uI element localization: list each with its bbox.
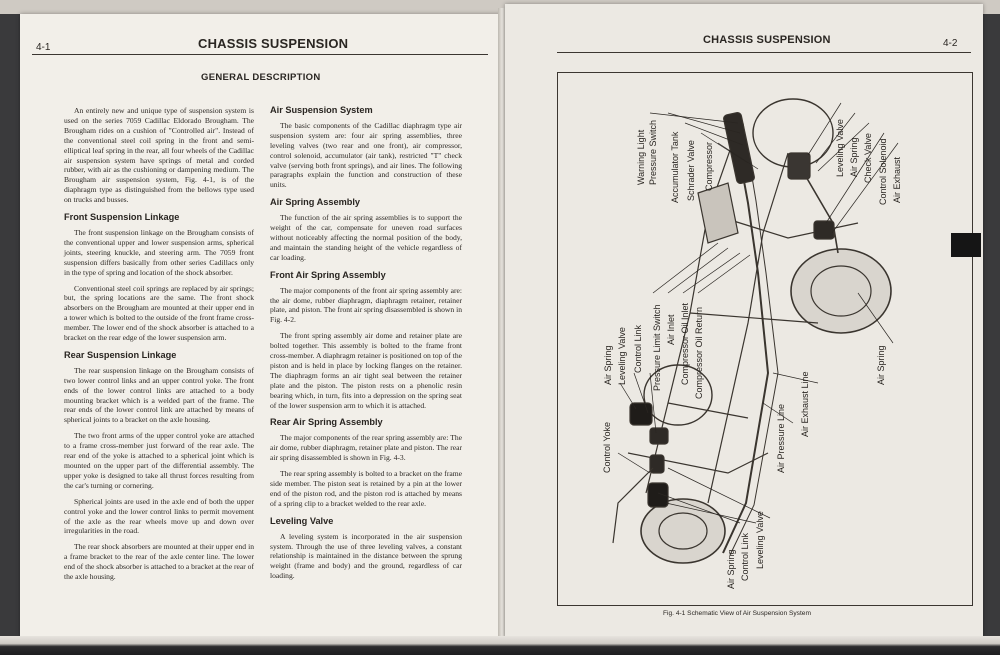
left-page bbox=[20, 14, 502, 638]
label-air-exhaust: Air Exhaust bbox=[892, 156, 902, 203]
paragraph: The two front arms of the upper control yoke are attached to a frame cross-member just forward of the rear axle. The rear end of the yoke is attached to a spherical joint which is mounted on the upper part of the differential assembly. The upper yoke is designed to take all thrust forces resulting from the car's turning or cornering. bbox=[64, 431, 254, 490]
paragraph: The major components of the front air spring assembly are: the air dome, rubber diaphragm, diaphragm retainer, retainer plate, and piston. The front air spring disassembled is shown in Fig. 4-2. bbox=[270, 285, 462, 325]
paragraph: The major components of the rear spring assembly are: The air dome, rubber diaphragm, retainer plate and piston. The rear air spring disassembled is shown in Fig. 4-3. bbox=[270, 433, 462, 463]
heading-rear-suspension: Rear Suspension Linkage bbox=[64, 349, 177, 360]
text-column-2 bbox=[270, 106, 462, 587]
header-rule-right bbox=[557, 52, 971, 53]
right-page bbox=[505, 4, 983, 638]
label-compressor-oil-return: Compressor Oil Return bbox=[694, 306, 704, 399]
page-number-left: 4-1 bbox=[36, 42, 51, 53]
label-warning-light: Warning Light bbox=[636, 129, 646, 185]
label-control-solenoid: Control Solenoid bbox=[878, 138, 888, 205]
label-schrader-valve: Schrader Valve bbox=[686, 140, 696, 201]
label-check-valve: Check Valve bbox=[863, 133, 873, 183]
figure-frame bbox=[557, 72, 973, 606]
paragraph: The rear suspension linkage on the Brougham consists of two lower control links and an upper control yoke. The front ends of the lower control links are attached to a body mounting bracket which is a welded part of the frame. The rear ends of the lower control link are attached by means of spherical joints to a bracket on the axle housing. bbox=[64, 365, 254, 425]
label-leveling-valve-left: Leveling Valve bbox=[617, 327, 627, 385]
label-control-link-left: Control Link bbox=[633, 324, 643, 373]
section-tab-marker bbox=[951, 233, 981, 257]
label-air-spring-top: Air Spring bbox=[849, 137, 859, 177]
label-air-inlet: Air Inlet bbox=[666, 314, 676, 345]
label-pressure-switch: Pressure Switch bbox=[648, 119, 658, 185]
paragraph: Spherical joints are used in the axle end of both the upper control yoke and the lower control links to permit movement of the axle as the rear wheels move up and down over irregularities in the road. bbox=[64, 496, 254, 536]
label-air-pressure-line: Air Pressure Line bbox=[776, 403, 786, 473]
paragraph: The function of the air spring assemblies is to support the weight of the car, compensate for uneven road surfaces without noticeably affecting the normal position of the body, and maintain the standing height of the vehicle regardless of car loading. bbox=[270, 213, 462, 262]
label-leveling-valve-top: Leveling Valve bbox=[835, 119, 845, 177]
label-air-spring-right: Air Spring bbox=[876, 345, 886, 385]
label-control-link-bottom: Control Link bbox=[740, 532, 750, 581]
paragraph: The front suspension linkage on the Brougham consists of the conventional upper and lower suspension arms, spherical joints, steering knuckle, and steering arm. The 7059 front suspension differs basically from other series Cadillacs only in the type of spring and location of the shock absorber. bbox=[64, 227, 254, 277]
label-control-yoke: Control Yoke bbox=[602, 421, 612, 473]
air-suspension-schematic bbox=[558, 73, 972, 605]
section-title: GENERAL DESCRIPTION bbox=[201, 72, 321, 83]
text-column-1 bbox=[64, 106, 254, 588]
figure-caption: Fig. 4-1 Schematic View of Air Suspension System bbox=[663, 610, 811, 617]
heading-air-spring: Air Spring Assembly bbox=[270, 197, 361, 208]
chapter-header-right: CHASSIS SUSPENSION bbox=[703, 34, 831, 46]
label-leveling-valve-bottom: Leveling Valve bbox=[755, 511, 765, 569]
label-pressure-limit-switch: Pressure Limit Switch bbox=[652, 304, 662, 391]
chapter-header-left: CHASSIS SUSPENSION bbox=[198, 36, 349, 51]
desk-edge bbox=[0, 636, 1000, 655]
intro-paragraph: An entirely new and unique type of suspension system is used on the series 7059 Cadillac Eldorado Brougham. The Brougham rides on a cushion of "Controlled air". Instead of the conventional steel coil spring in the front and semi-elliptical leaf spring in the rear, all four wheels of the Cadillac air suspension system have springs of metal and corded rubber, with air as the cushioning or dampening medium. The Brougham air suspension system, Fig. 4-1, is of the diaphragm type as distinguished from the bellows type used on trucks and busses. bbox=[64, 106, 254, 205]
label-air-exhaust-line: Air Exhaust Line bbox=[800, 371, 810, 437]
paragraph: The front spring assembly air dome and retainer plate are bolted together. This assembly is bolted to the frame front cross-member. A diaphragm retainer is positioned on top of the piston and is held in place by locking flanges on the retainer. The diaphragm forms an air tight seal between the retainer plate and the piston. The piston rests on a phenolic resin bearing which, in turn, fits into a depression on the spring seat of the lower suspension arm to which it is attached. bbox=[270, 331, 462, 410]
paragraph: A leveling system is incorporated in the air suspension system. Through the use of three leveling valves, a constant relationship is maintained in the distance between the sprung weight (frame and body) and the ground, regardless of car loading. bbox=[270, 531, 462, 581]
paragraph: The basic components of the Cadillac diaphragm type air suspension system are: four air spring assemblies, three leveling valves (two rear and one front), air compressor, control solenoid, accumulator (air tank), restricted "T" check valve (serving both front springs), and air lines. The following paragraphs explain the function and construction of these units. bbox=[270, 120, 462, 190]
paragraph: The rear spring assembly is bolted to a bracket on the frame side member. The piston seat is retained by a pin at the lower end of the piston rod, and the piston rod is attached by means of a spring clip to a bracket welded to the rear axle. bbox=[270, 469, 462, 508]
heading-leveling-valve: Leveling Valve bbox=[270, 515, 334, 526]
label-compressor-oil-inlet: Compressor Oil Inlet bbox=[680, 302, 690, 385]
paragraph: Conventional steel coil springs are replaced by air springs; but, the spring locations are the same. The front shock absorbers on the Brougham are mounted at their upper end in a tower which is bolted to the outside of the front frame cross-member. The lower end of the shock absorber is attached to a bracket on the rear edge of the lower suspension arm. bbox=[64, 283, 254, 343]
label-air-spring-left: Air Spring bbox=[603, 345, 613, 385]
heading-front-air-spring: Front Air Spring Assembly bbox=[270, 269, 386, 280]
label-accumulator-tank: Accumulator Tank bbox=[670, 131, 680, 203]
paragraph: The rear shock absorbers are mounted at their upper end in a frame bracket to the rear of the axle center line. The lower end of the shock absorber is attached to a bracket at the rear of the axle housing. bbox=[64, 542, 254, 582]
header-rule-left bbox=[32, 54, 488, 55]
heading-front-suspension: Front Suspension Linkage bbox=[64, 212, 180, 223]
label-compressor: Compressor bbox=[704, 141, 714, 191]
heading-air-suspension: Air Suspension System bbox=[270, 105, 373, 115]
heading-rear-air-spring: Rear Air Spring Assembly bbox=[270, 417, 383, 428]
page-number-right: 4-2 bbox=[943, 38, 958, 49]
label-air-spring-bottom: Air Spring bbox=[726, 549, 736, 589]
